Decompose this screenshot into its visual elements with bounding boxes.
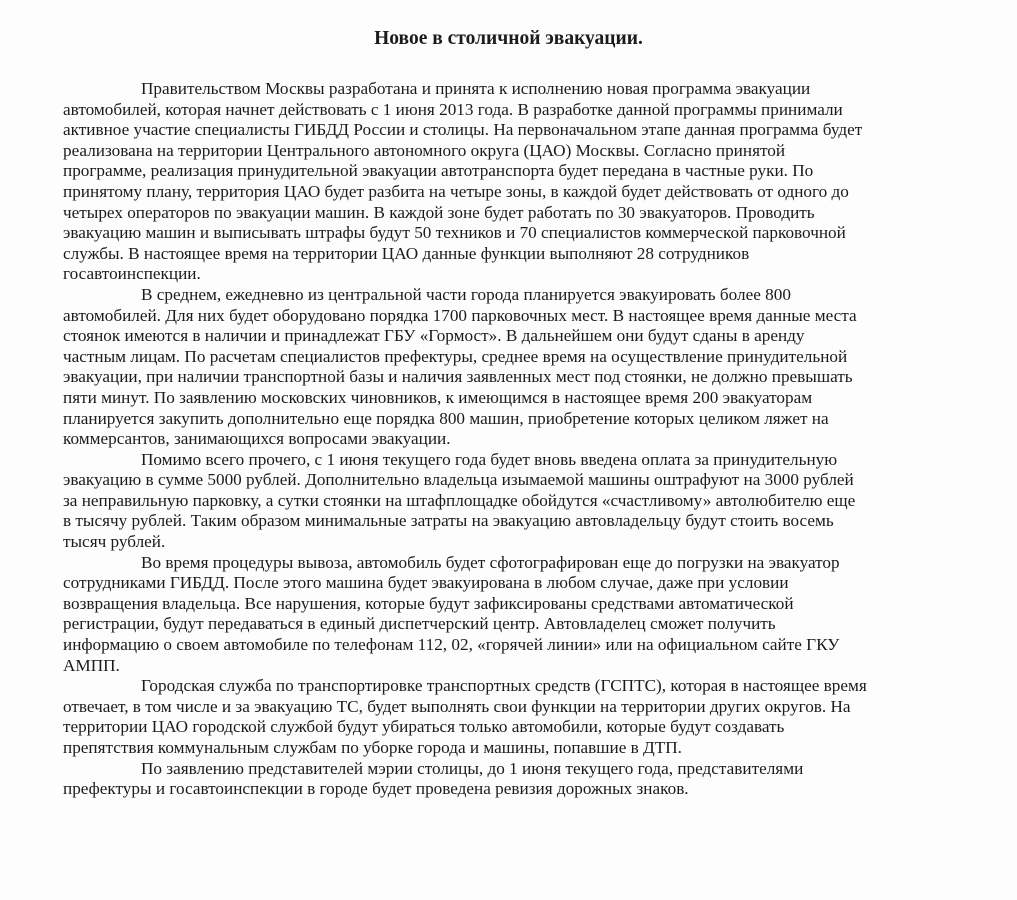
paragraph-5-line: территории ЦАО городской службой будут убираться только автомобили, которые будут создавать	[63, 717, 785, 737]
paragraph-3-line: в тысячу рублей. Таким образом минимальные затраты на эвакуацию автовладельцу будут стоить восемь	[63, 511, 834, 531]
paragraph-3-line: Помимо всего прочего, с 1 июня текущего года будет вновь введена оплата за принудительную	[141, 449, 838, 469]
paragraph-5-line: отвечает, в том числе и за эвакуацию ТС, будет выполнять свои функции на территории других округов. На	[63, 696, 851, 716]
paragraph-1-line: программе, реализация принудительной эвакуации автотранспорта будет передана в частные руки. По	[63, 161, 814, 181]
paragraph-5-line: Городская служба по транспортировке транспортных средств (ГСПТС), которая в настоящее время	[141, 676, 867, 696]
paragraph-2-line: эвакуации, при наличии транспортной базы и наличия заявленных мест под стоянки, не должно превышать	[63, 367, 853, 387]
paragraph-1-line: четырех операторов по эвакуации машин. В каждой зоне будет работать по 30 эвакуаторов. Проводить	[63, 202, 815, 222]
paragraph-3-line: тысяч рублей.	[63, 532, 166, 552]
paragraph-3-line: эвакуацию в сумме 5000 рублей. Дополнительно владельца изымаемой машины оштрафуют на 3000 рублей	[63, 470, 854, 490]
paragraph-5-line: препятствия коммунальным службам по уборке города и машины, попавшие в ДТП.	[63, 738, 682, 757]
paragraph-1-line: автомобилей, которая начнет действовать с 1 июня 2013 года. В разработке данной программы принимали	[63, 99, 843, 119]
paragraph-6-line: префектуры и госавтоинспекции в городе будет проведена ревизия дорожных знаков.	[63, 779, 689, 799]
paragraph-1-line: службы. В настоящее время на территории ЦАО данные функции выполняют 28 сотрудников	[63, 243, 750, 263]
paragraph-6-line: По заявлению представителей мэрии столицы, до 1 июня текущего года, представителями	[141, 758, 804, 778]
paragraph-2-line: В среднем, ежедневно из центральной части города планируется эвакуировать более 800	[141, 284, 791, 304]
paragraph-4-line: информацию о своем автомобиле по телефонам 112, 02, «горячей линии» или на официальном сайте ГКУ	[63, 635, 840, 655]
paragraph-2-line: стоянок имеются в наличии и принадлежат ГБУ «Гормост». В дальнейшем они будут сданы в аренду	[63, 326, 805, 346]
paragraph-1-line: госавтоинспекции.	[63, 264, 201, 284]
document-title: Новое в столичной эвакуации.	[374, 28, 643, 49]
paragraph-2-line: пяти минут. По заявлению московских чиновников, к имеющимся в настоящее время 200 эвакуаторам	[63, 387, 813, 407]
paragraph-4-line: возвращения владельца. Все нарушения, которые будут зафиксированы средствами автоматической	[63, 593, 794, 613]
paragraph-1-line: активное участие специалисты ГИБДД России и столицы. На первоначальном этапе данная программа будет	[63, 120, 863, 140]
paragraph-1-line: реализована на территории Центрального автономного округа (ЦАО) Москвы. Согласно принятой	[63, 140, 786, 160]
paragraph-1-line: эвакуацию машин и выписывать штрафы будут 50 техников и 70 специалистов коммерческой парковочной	[63, 223, 846, 243]
paragraph-3-line: за неправильную парковку, а сутки стоянки на штафплощадке обойдутся «счастливому» автолюбителю еще	[63, 490, 856, 510]
paragraph-4-line: регистрации, будут передаваться в единый диспетчерский центр. Автовладелец сможет получить	[63, 614, 776, 634]
paragraph-4-line: Во время процедуры вывоза, автомобиль будет сфотографирован еще до погрузки на эвакуатор	[141, 552, 840, 572]
paragraph-2-line: планируется закупить дополнительно еще порядка 800 машин, приобретение которых целиком ляжет на	[63, 408, 829, 428]
paragraph-4-line: АМПП.	[63, 655, 120, 675]
paragraph-2-line: коммерсантов, занимающихся вопросами эвакуации.	[63, 429, 451, 449]
paragraph-1-line: принятому плану, территория ЦАО будет разбита на четыре зоны, в каждой будет действовать от одного до	[63, 181, 849, 201]
paragraph-1-line: Правительством Москвы разработана и принята к исполнению новая программа эвакуации	[141, 79, 811, 98]
document-body	[63, 79, 963, 800]
paragraph-2-line: автомобилей. Для них будет оборудовано порядка 1700 парковочных мест. В настоящее время данные места	[63, 305, 857, 325]
paragraph-4-line: сотрудниками ГИБДД. После этого машина будет эвакуирована в любом случае, даже при условии	[63, 573, 789, 593]
paragraph-2-line: частным лицам. По расчетам специалистов префектуры, среднее время на осуществление принудительной	[63, 346, 848, 366]
